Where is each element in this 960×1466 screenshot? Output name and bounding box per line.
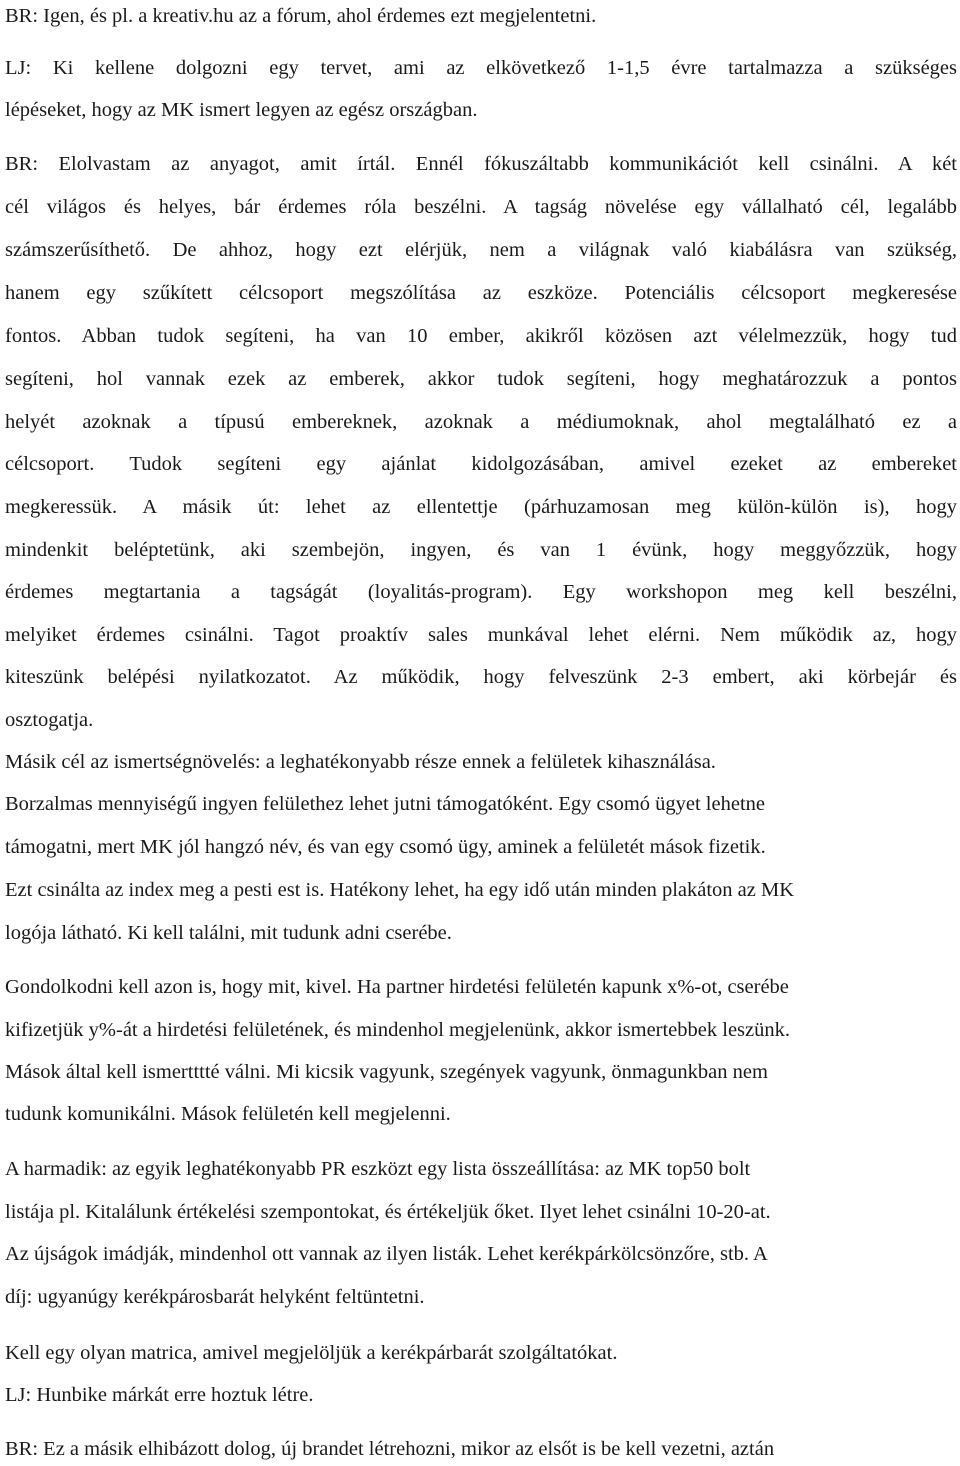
text-line: megkeressük. A másik út: lehet az ellentettje (párhuzamosan meg külön-külön is), hogy bbox=[5, 496, 957, 518]
text-line: hanem egy szűkített célcsoport megszólítása az eszköze. Potenciális célcsoport megkeresése bbox=[5, 282, 957, 304]
text-line: segíteni, hol vannak ezek az emberek, akkor tudok segíteni, hogy meghatározzuk a pontos bbox=[5, 368, 957, 390]
text-line: osztogatja. bbox=[5, 709, 94, 731]
text-line: BR: Elolvastam az anyagot, amit írtál. Ennél fókuszáltabb kommunikációt kell csinálni. A két bbox=[5, 153, 957, 175]
text-line: kifizetjük y%-át a hirdetési felületének, és mindenhol megjelenünk, akkor ismertebbek leszünk. bbox=[5, 1019, 791, 1041]
text-line: Az újságok imádják, mindenhol ott vannak az ilyen listák. Lehet kerékpárkölcsönzőre, stb. A bbox=[5, 1243, 768, 1265]
text-line: célcsoport. Tudok segíteni egy ajánlat kidolgozásában, amivel ezeket az embereket bbox=[5, 453, 957, 475]
text-line: melyiket érdemes csinálni. Tagot proaktív sales munkával lehet elérni. Nem működik az, hogy bbox=[5, 624, 957, 646]
text-line: fontos. Abban tudok segíteni, ha van 10 ember, akikről közösen azt vélelmezzük, hogy tud bbox=[5, 325, 957, 347]
text-line: támogatni, mert MK jól hangzó név, és van egy csomó ügy, aminek a felületét mások fizetik. bbox=[5, 836, 766, 858]
text-line: Ezt csinálta az index meg a pesti est is. Hatékony lehet, ha egy idő után minden plakáton az MK bbox=[5, 879, 795, 901]
text-line: Gondolkodni kell azon is, hogy mit, kivel. Ha partner hirdetési felületén kapunk x%-ot, cserébe bbox=[5, 976, 789, 998]
text-line: cél világos és helyes, bár érdemes róla beszélni. A tagság növelése egy vállalható cél, legalább bbox=[5, 196, 957, 218]
text-line: BR: Igen, és pl. a kreativ.hu az a fórum, ahol érdemes ezt megjelentetni. bbox=[5, 5, 597, 27]
text-line: érdemes megtartania a tagságát (loyalitás-program). Egy workshopon meg kell beszélni, bbox=[5, 581, 957, 603]
text-line: mindenkit beléptetünk, aki szembejön, ingyen, és van 1 évünk, hogy meggyőzzük, hogy bbox=[5, 539, 957, 561]
text-line: számszerűsíthető. De ahhoz, hogy ezt elérjük, nem a világnak való kiabálásra van szükség, bbox=[5, 239, 957, 261]
text-line: lépéseket, hogy az MK ismert legyen az egész országban. bbox=[5, 99, 478, 121]
text-line: listája pl. Kitalálunk értékelési szempontokat, és értékeljük őket. Ilyet lehet csinálni 10-20-at. bbox=[5, 1201, 771, 1223]
text-line: díj: ugyanúgy kerékpárosbarát helyként feltüntetni. bbox=[5, 1286, 425, 1308]
text-line: Borzalmas mennyiségű ingyen felülethez lehet jutni támogatóként. Egy csomó ügyet lehetne bbox=[5, 793, 765, 815]
text-line: helyét azoknak a típusú embereknek, azoknak a médiumoknak, ahol megtalálható ez a bbox=[5, 411, 957, 433]
text-line: A harmadik: az egyik leghatékonyabb PR eszközt egy lista összeállítása: az MK top50 bolt bbox=[5, 1158, 751, 1180]
text-line: Kell egy olyan matrica, amivel megjelöljük a kerékpárbarát szolgáltatókat. bbox=[5, 1342, 618, 1364]
text-line: logója látható. Ki kell találni, mit tudunk adni cserébe. bbox=[5, 922, 452, 944]
text-line: BR: Ez a másik elhibázott dolog, új brandet létrehozni, mikor az elsőt is be kell vezetni, aztán bbox=[5, 1438, 775, 1460]
text-line: tudunk komunikálni. Mások felületén kell megjelenni. bbox=[5, 1103, 451, 1125]
text-line: kiteszünk belépési nyilatkozatot. Az működik, hogy felveszünk 2-3 embert, aki körbejár és bbox=[5, 666, 957, 688]
text-line: Mások által kell ismertttté válni. Mi kicsik vagyunk, szegények vagyunk, önmagunkban nem bbox=[5, 1061, 768, 1083]
text-line: LJ: Hunbike márkát erre hoztuk létre. bbox=[5, 1384, 314, 1406]
text-line: LJ: Ki kellene dolgozni egy tervet, ami az elkövetkező 1-1,5 évre tartalmazza a szükséges bbox=[5, 57, 957, 79]
text-line: Másik cél az ismertségnövelés: a leghatékonyabb része ennek a felületek kihasználása. bbox=[5, 751, 716, 773]
